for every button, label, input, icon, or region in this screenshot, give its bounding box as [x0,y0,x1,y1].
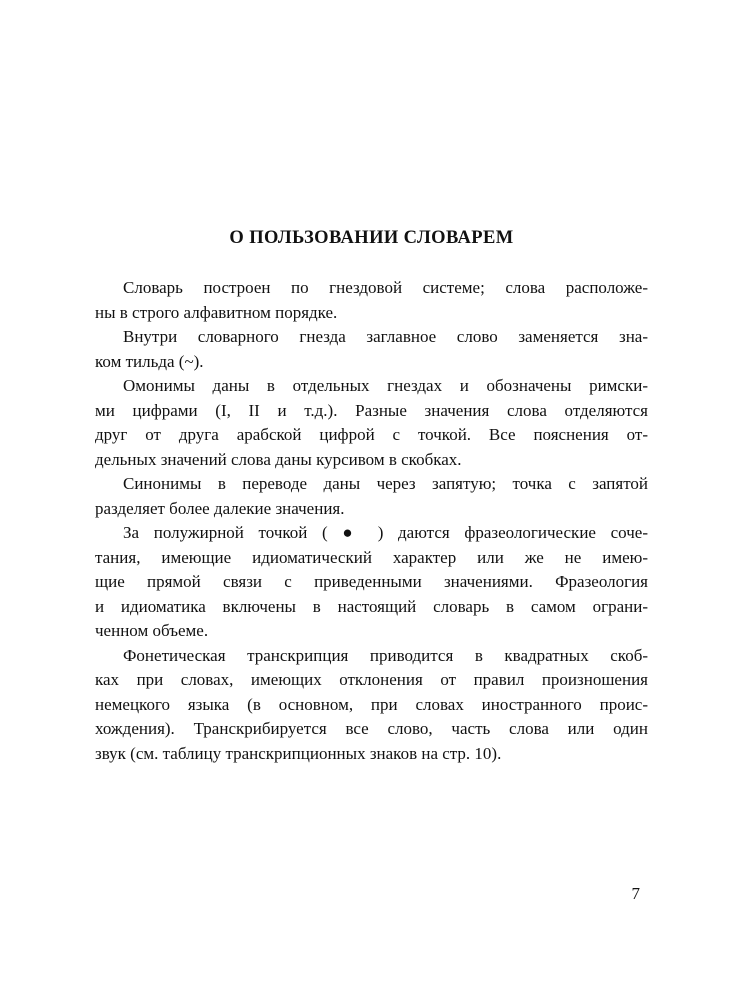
text-line: Внутри словарного гнезда заглавное слово заменяется зна- [123,327,648,346]
paragraph [95,521,648,644]
text-line: ком тильда (~). [95,351,204,371]
text-line: тания, имеющие идиоматический характер или же не имею- [95,547,648,567]
text-line: немецкого языка (в основном, при словах иностранного проис- [95,694,648,714]
page-title: О ПОЛЬЗОВАНИИ СЛОВАРЕМ [229,228,514,248]
text-line: дельных значений слова даны курсивом в скобках. [95,449,462,469]
text-line: и идиоматика включены в настоящий словарь в самом ограни- [95,596,648,616]
text-line: ми цифрами (I, II и т.д.). Разные значения слова отделяются [95,400,648,420]
paragraph [95,472,648,521]
text-line: разделяет более далекие значения. [95,498,345,518]
paragraph [95,276,648,325]
page-number: 7 [631,884,640,903]
text-line: щие прямой связи с приведенными значениями. Фразеология [95,572,648,591]
text-line: ны в строго алфавитном порядке. [95,302,338,322]
text-line: Фонетическая транскрипция приводится в квадратных скоб- [123,645,648,665]
paragraph [95,325,648,374]
text-line: За полужирной точкой ( ● ) даются фразеологические соче- [123,523,648,542]
text-line: Омонимы даны в отдельных гнездах и обозначены римски- [123,376,648,395]
text-line: хождения). Транскрибируется все слово, часть слова или один [95,719,648,738]
paragraph [95,644,648,767]
text-line: звук (см. таблицу транскрипционных знаков на стр. 10). [95,743,502,763]
text-line: Словарь построен по гнездовой системе; слова расположе- [123,278,648,297]
text-line: ченном объеме. [95,621,209,640]
page-body [95,276,648,766]
paragraph [95,374,648,472]
text-line: ках при словах, имеющих отклонения от правил произношения [95,670,648,689]
text-line: Синонимы в переводе даны через запятую; точка с запятой [123,474,648,493]
text-line: друг от друга арабской цифрой с точкой. Все пояснения от- [95,425,648,444]
